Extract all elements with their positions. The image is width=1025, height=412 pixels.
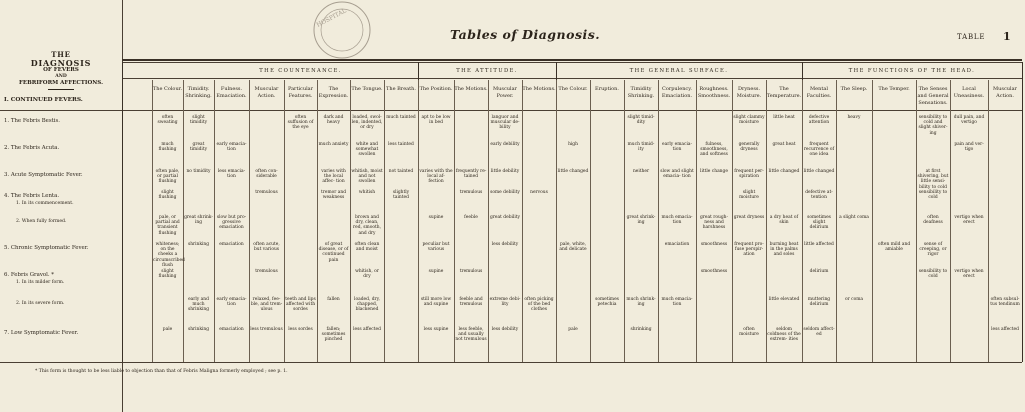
table-cell: great dryness [733, 215, 765, 220]
table-cell: often acute, but various [253, 242, 280, 253]
column-header: Muscular Power. [493, 86, 517, 99]
column-divider [384, 80, 385, 362]
table-cell: much emacia- tion [661, 297, 693, 308]
column-divider [522, 80, 523, 362]
group-heading-head: THE FUNCTIONS OF THE HEAD. [848, 68, 976, 74]
table-cell: neither [632, 169, 650, 174]
row-label-sub: 1. In its commencement. [16, 201, 74, 206]
row-label-sub: 2. In its severe form. [16, 301, 65, 306]
group-heading-countenance: THE COUNTENANCE. [259, 68, 342, 74]
table-cell: a dry heat of skin [769, 215, 799, 226]
table-cell: little changed [557, 169, 589, 174]
row-label [4, 145, 122, 152]
table-cell: less debility [491, 327, 519, 332]
table-cell: of great disease, or of continued pain [318, 242, 349, 263]
table-cell: sometimes slight delirium [807, 215, 831, 231]
table-cell: a slight coma [839, 215, 869, 220]
table-cell: burning heat in the palms and soles [769, 242, 799, 258]
column-header: Eruption. [595, 86, 619, 92]
table-cell: brown and dry, clean, red, smooth, and dry [353, 215, 381, 236]
group-divider [122, 62, 123, 362]
table-cell: varies with the local affec- tion [321, 169, 346, 185]
table-cell: fallen; sometimes pinched [321, 327, 346, 343]
table-cell: relaxed, fee- ble, and trem- ulous [250, 297, 283, 313]
title-and: AND [55, 74, 67, 79]
column-header: Mental Faculties. [806, 86, 832, 99]
row-label [4, 300, 122, 307]
table-cell: often suffusion of the eye [287, 115, 314, 131]
table-cell: slow but pro- gressive emaciation [216, 215, 247, 231]
column-divider [988, 80, 989, 362]
table-cell: white and somewhat swollen [355, 142, 379, 158]
table-cell: often clean and moist [354, 242, 380, 253]
row-label-main: 6. Febris Gravol. * [4, 272, 54, 278]
table-cell: slightly tainted [392, 190, 410, 201]
table-cell: loaded, swol- len, indented, or dry [351, 115, 383, 131]
table-cell: little elevated [768, 297, 800, 302]
table-cell: less tremulous [250, 327, 283, 332]
table-cell: less affected [353, 327, 381, 332]
table-cell: vertigo when erect [954, 269, 984, 280]
section-continued-fevers: I. CONTINUED FEVERS. [4, 97, 83, 103]
table-cell: high [568, 142, 578, 147]
table-cell: feeble and tremulous [459, 297, 483, 308]
table-cell: nervous [530, 190, 548, 195]
table-cell: frequently re- tained [455, 169, 487, 180]
table-cell: seldom affect- ed [803, 327, 835, 338]
column-header: The Colour. [152, 86, 183, 92]
row-label-main: 1. The Febris Bestis. [4, 118, 60, 124]
column-header: Timidity Shrinking. [627, 86, 655, 99]
table-cell: tremulous [459, 190, 483, 195]
table-cell: great shrink- ing [626, 215, 656, 226]
table-cell: often subsul- tus tendinum [990, 297, 1020, 308]
column-divider [590, 80, 591, 362]
table-cell: pale [568, 327, 578, 332]
table-cell: less emacia- tion [217, 169, 246, 180]
table-cell: much timid- ity [627, 142, 655, 153]
table-cell: varies with the local af- fection [419, 169, 453, 185]
table-cell: slight timidity [189, 115, 208, 126]
row-label [4, 172, 122, 179]
table-cell: great shrink- ing [184, 215, 213, 226]
table-cell: frequent per- spiration [734, 169, 764, 180]
table-cell: much anxiety [318, 142, 349, 147]
title-rule [48, 89, 74, 90]
table-cell: less debility [491, 242, 519, 247]
table-cell: slight flushing [158, 190, 177, 201]
row-label [4, 245, 122, 252]
table-cell: pale, or partial and transient flushing [155, 215, 180, 236]
table-cell: generally dryness [738, 142, 760, 153]
table-cell: often deafness [923, 215, 943, 226]
table-cell: emaciation [664, 242, 690, 247]
table-cell: seldom coldness of the extrem- ities [767, 327, 801, 343]
table-cell: early emacia- tion [216, 142, 247, 153]
table-cell: whitish, or dry [355, 269, 379, 280]
table-cell: extreme debi- lity [489, 297, 521, 308]
table-cell: feeble [464, 215, 478, 220]
column-header: Timidity. Shrinking. [185, 86, 212, 99]
table-cell: often sweating [157, 115, 178, 126]
row-label-main: 5. Chronic Symptomatic Fever. [4, 245, 89, 251]
table-cell: dark and heavy [323, 115, 344, 126]
table-cell: much emacia- tion [661, 215, 693, 226]
table-cell: still more low and supine [420, 297, 452, 308]
table-cell: less affected [991, 327, 1019, 332]
column-header: Local Uneasiness. [953, 86, 985, 99]
row-label [4, 193, 122, 207]
row-label-main: 3. Acute Symptomatic Fever. [4, 172, 83, 178]
table-cell: tremulous [459, 269, 483, 274]
column-header: The Sleep. [840, 86, 868, 92]
column-header: Muscular Action. [993, 86, 1017, 99]
column-header: The Motions. [454, 86, 488, 92]
row-label-main: 7. Low Symptomatic Fever. [4, 330, 79, 336]
column-divider [872, 80, 873, 362]
group-heading-attitude: THE ATTITUDE. [456, 68, 518, 74]
table-cell: supine [428, 269, 444, 274]
table-cell: little debility [490, 169, 520, 174]
column-header: Muscular Action. [254, 86, 279, 99]
table-cell: much flushing [158, 142, 177, 153]
table-cell: shrinking [187, 327, 210, 332]
table-cell: early emacia- tion [662, 142, 692, 153]
row-label-main: 4. The Febris Lenta. [4, 193, 60, 199]
table-cell: pale, white, and delicate [559, 242, 587, 253]
column-divider [454, 80, 455, 362]
table-cell: delirium [809, 269, 829, 274]
title-of-fevers: OF FEVERS [43, 67, 79, 73]
table-cell: supine [428, 215, 444, 220]
table-cell: some debility [490, 190, 520, 195]
column-header: The Senses and General Sensations. [917, 86, 949, 106]
table-cell: frequent recurrence of one idea [803, 142, 835, 158]
table-cell: often con- siderable [255, 169, 278, 180]
column-divider [556, 80, 557, 362]
row-label-sub: 1. In its milder form. [16, 280, 65, 285]
table-cell: shrinking [630, 327, 652, 332]
table-cell: little change [700, 169, 728, 174]
row-label-sub: 2. When fully formed. [16, 219, 67, 224]
row-label [4, 118, 122, 125]
column-header: Fulness. Emaciation. [216, 86, 247, 99]
table-cell: early and much shrinking [187, 297, 210, 313]
table-cell: slight moisture [739, 190, 759, 201]
table-cell: apt to be low in bed [421, 115, 451, 126]
table-cell: fulness, smoothness, and softness [700, 142, 728, 158]
column-header: The Tongue. [351, 86, 383, 92]
column-header: Particular Features. [287, 86, 314, 99]
column-header: Roughness. Smoothness. [697, 86, 731, 99]
table-cell: less supine [423, 327, 449, 332]
column-header: The Colour. [558, 86, 588, 92]
table-cell: at first shivering, but little sensi- bility to cold [917, 169, 949, 190]
table-cell: slight timid- dity [627, 115, 655, 126]
footnote: * This form is thought to be less liable to objection than that of Febris Maligna formerly employed ; see p. 1. [35, 369, 288, 374]
title-the: THE [51, 50, 71, 59]
table-cell: emaciation [219, 327, 244, 332]
table-cell: early debility [490, 142, 520, 147]
group-divider [1022, 62, 1023, 362]
column-divider [249, 80, 250, 362]
table-cell: slow and slight emacia- tion [660, 169, 694, 180]
table-cell: whitish, moist and not swollen [351, 169, 383, 185]
column-divider [836, 80, 837, 362]
table-cell: great debility [490, 215, 520, 220]
table-cell: less tainted [388, 142, 414, 147]
title-diagnosis: DIAGNOSIS [30, 58, 92, 68]
table-cell: great rough- ness and harshness [700, 215, 728, 231]
column-header: The Motions. [522, 86, 556, 92]
table-number: 1 [1003, 30, 1011, 43]
column-header: The Breath. [386, 86, 416, 92]
table-cell: sensibility to cold and slight shiver- ing [918, 115, 948, 136]
column-header: Corpulency. Emaciation. [661, 86, 693, 99]
table-cell: or coma [844, 297, 864, 302]
table-cell: tremulous [255, 190, 278, 195]
table-cell: sense of creeping, or rigor [919, 242, 947, 258]
table-cell: languor and muscular de- bility [490, 115, 520, 131]
header-top-rule [122, 59, 1022, 61]
table-cell: defective at- tention [805, 190, 833, 201]
column-header: Dryness. Moisture. [736, 86, 762, 99]
table-cell: little affected [804, 242, 834, 247]
table-cell: often pale, or partial flushing [155, 169, 180, 185]
table-cell: little heat [773, 115, 795, 120]
table-cell: much shrink- ing [626, 297, 656, 308]
table-label: TABLE [957, 33, 986, 41]
title-febriform: FEBRIFORM AFFECTIONS. [19, 80, 103, 86]
header-bottom-rule [0, 110, 1022, 111]
table-cell: shrinking [187, 242, 210, 247]
table-bottom-rule [0, 362, 1022, 363]
table-cell: little changed [803, 169, 835, 174]
table-cell: emaciation [219, 242, 244, 247]
row-label [4, 330, 122, 337]
table-cell: tremulous [255, 269, 278, 274]
table-cell: great heat [772, 142, 796, 147]
table-cell: not tainted [388, 169, 414, 174]
svg-text:HOSPITAL: HOSPITAL [315, 7, 348, 29]
row-label [4, 218, 122, 225]
table-cell: dull pain, and vertigo [953, 115, 985, 126]
table-cell: often moisture [739, 327, 759, 338]
table-cell: slight flushing [158, 269, 177, 280]
column-header: The Temper. [878, 86, 910, 92]
column-header: The Expression. [318, 86, 349, 99]
table-cell: sensibility to cold [918, 190, 948, 201]
table-cell: vertigo when erect [954, 215, 984, 226]
table-cell: slight clammy moisture [733, 115, 765, 126]
row-label [4, 272, 122, 286]
table-cell: fallen [327, 297, 340, 302]
table-cell: heavy [847, 115, 861, 120]
table-cell: peculiar but various [422, 242, 450, 253]
table-cell: defective attention [808, 115, 830, 126]
group-heading-surface: THE GENERAL SURFACE. [629, 68, 729, 74]
group-rule [122, 78, 1022, 79]
header-top-rule-thin [122, 62, 1022, 63]
table-cell: great timidity [189, 142, 208, 153]
table-cell: early emacia- tion [216, 297, 247, 308]
table-cell: tremor and weakness [320, 190, 347, 201]
table-cell: sometimes petechia [595, 297, 619, 308]
table-cell: often mild and amiable [877, 242, 911, 253]
table-cell: whitish [358, 190, 376, 195]
table-cell: little changed [768, 169, 800, 174]
table-cell: muttering delirium [807, 297, 831, 308]
table-cell: often picking of the bed clothes [524, 297, 554, 313]
table-cell: loaded, dry, chapped, blackened [354, 297, 380, 313]
table-cell: smoothness [700, 242, 728, 247]
main-title: Tables of Diagnosis. [450, 27, 601, 42]
table-cell: much tainted [386, 115, 416, 120]
table-cell: smoothness [700, 269, 728, 274]
table-cell: teeth and lips affected with sordes [285, 297, 316, 313]
column-header: The Temperature. [766, 86, 802, 99]
table-cell: pale [162, 327, 173, 332]
row-label-main: 2. The Febris Acuta. [4, 145, 60, 151]
column-header: The Position. [419, 86, 453, 92]
table-cell: whiteness; on the cheeks a circumscribed flush [153, 242, 185, 268]
table-cell: sensibility to cold [918, 269, 948, 280]
table-cell: frequent pro- fuse perspir- ation [734, 242, 764, 258]
table-cell: no timidity [186, 169, 211, 174]
table-cell: less feeble, and usually not tremulous [455, 327, 487, 343]
table-cell: less sordes [288, 327, 313, 332]
table-cell: pain and ver- tigo [954, 142, 984, 153]
